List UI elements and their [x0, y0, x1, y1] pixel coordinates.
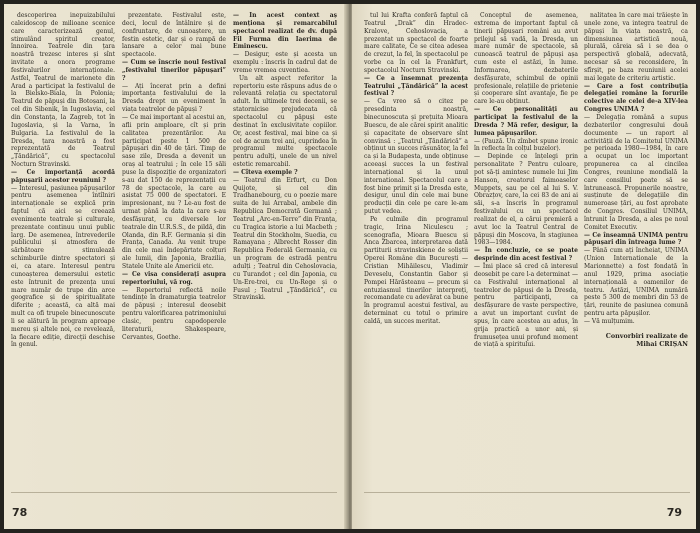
- interview-answer: — (Pauză. Un zîmbet spune ironic în reflecta în colțul buzelor).: [474, 138, 578, 154]
- interview-answer: — Până cum ați încheiat, UNIMA (Union Internationale de la Marionnette) a fost fondată în anul 1929, prima asociație internațională a oamenilor de teatru. Astăzi, UNIMA numără peste 5 300 de membri din 53 de țări, reunite de pasiunea comună pentru arta păpușilor.: [584, 247, 688, 318]
- interview-answer: — Ca vreo să o citez pe presedinta noastră, binecunoscuta și prețuita Mioara Buescu, de ale cărei spirit analitic și capacitate de observare sînt convinsă : „Teatrul „Țăndărică” a obținut un succes răsunător, la fel ca și la Budapesta, unde obținuse aceeași succes la un festival internațional și la unul international. Spectacolul care a fost bine primit și la Dresda este, desigur, unul din cele mai bune producții din cele pe care le-am putut vedea.: [364, 98, 468, 216]
- body-paragraph: prezentate. Festivalul este, deci, locul de întâlnire și de confruntare, de cunoaștere, un festin estetic, dar și o rampă de lansare a celor mai bune spectacole.: [122, 12, 226, 59]
- footer-rule: [11, 492, 337, 493]
- body-paragraph: nalitatea în care mai trăiește în unele zone, va integra teatrul de păpuși în viața noastră, ca dimensiunea artistică nouă, plurală, căreia să i se dea o perspectivă globală, adecvată, necesar să se reconsidere, în sfîrșit, pe baza reuniunii acelei mai legate de criteriu artistic.: [584, 12, 688, 82]
- text-column-2: [122, 12, 226, 486]
- left-page: [4, 4, 348, 529]
- page-number-left: 78: [12, 506, 28, 519]
- text-column-6: [584, 12, 688, 486]
- interview-signature: [584, 332, 688, 349]
- interview-question: — Ce importanță acordă păpușarii acestor reuniuni ?: [11, 169, 115, 185]
- text-column-3: [233, 12, 337, 486]
- interview-answer: — Teatrul din Erfurt, cu Don Quijote, și cel din Tradhanebourg, cu o poezie mare suita de lui Arrabal, ambele din Republica Democrată Germană ; Teatrul „Arc-en-Terre” din Franța, cu Tragica istorie a lui Macbeth ; Teatrul din Stockholm, Suedia, cu Ramayana ; Albrecht Rosser din Republica Federală Germania, cu un program de estradă pentru adulți ; Teatrul din Cehoslovacia, cu Turandot ; cel din Japonia, cu Un-Ere-trei, cu Un-Rege și o Fusul ; Teatrul „Țăndărică”, cu Stravinski.: [233, 177, 337, 303]
- body-paragraph: Pe culmile din programul tragic, Irina Niculescu ; scenografia, Mioara Buescu și Anca Zbarcea, interpretarea dată partiturii stravinskiene de soliștii Operei Române din București — Cristian Mihăilescu, Vladimir Deveselu, Constantin Gabor și Pompei Hărăsteanu — precum și entuziasmul tinerilor interpreți, recomandate cu adevărat ca bune în programul acestui festival, au determinat cu totul o primire caldă, un succes meritat.: [364, 215, 468, 325]
- magazine-spread: [4, 4, 696, 529]
- body-paragraph: Conceptul de asemenea, extrema de important faptul că tinerii păpușari români au avut prilejul să vadă, la Dresda, un mare număr de spectacole, să cunoască teatrul de păpuși așa cum este el astăzi, în lume. Informarea, dezbaterile desfășurate, schimbul de opinii profesionale, relațiile de prietenie și cooperare sînt avantaje, fie pe care le-au obținut.: [474, 12, 578, 106]
- text-column-5: [474, 12, 578, 486]
- interview-answer: — Interesul, pasiunea păpușarilor pentru asemenea întîlniri internaționale se explică prin faptul că aici se creează evenimente teatrale și culturale, prezentate continuu unui public larg. De asemenea, întrevederile publicului și atmosfera de sărbătoare stimulează schimburile dintre spectatori și ei, ca atare. Interesul pentru cunoașterea demersului estetic este întrunit de prezența unui mare număr de trupe din arce geografice și de spiritualitate diferite ; această, ca altă mai mult ca ofi trupele binecunoscute li se alătură în program aproape mereu și altele noi, ce revelează, la fiecare ediție, direcții deschise în genul.: [11, 185, 115, 350]
- interview-question: — Ce a însemnat prezența Teatrului „Țăndărică” la acest festival ?: [364, 75, 468, 99]
- interview-question: — În concluzie, ce se poate desprinde din acest festival ?: [474, 247, 578, 263]
- interview-question: — În acest context aș menționa și remarcabilul spectacol realizat de dv. după Fil Furma din Iaerima de Eminescu.: [233, 12, 337, 51]
- page-number-right: 79: [666, 506, 682, 519]
- interview-question: — Cum se înscrie noul festival „festivalul tinerilor păpușari” ?: [122, 59, 226, 83]
- interview-answer: — Repertoriul reflectă noile tendințe în dramaturgia teatrelor de păpuși ; interesul deosebit pentru valorificarea patrimoniului clasic, pentru capodoperele literaturii, Shakespeare, Cervantes, Goethe.: [122, 287, 226, 342]
- interview-question: — Care a fost contribuția delegației române la forurile colective ale celei de-a XIV-lea Congres UNIMA ?: [584, 83, 688, 114]
- right-page: [352, 4, 696, 529]
- interview-answer: — Depinde ce înțelegi prin personalitate ? Pentru culoare, pot să-ți amintesc numele lui Jim Hanson, creatorul faimoaselor Muppets, sau pe cel al lui S. V. Obrazțov, care, la cei 83 de ani ai săi, s-a înscris în programul festivalului cu un spectacol realizat de el, a cărui premieră a avut loc la Teatrul Central de păpuși din Moscova, în stagiunea 1983—1984.: [474, 153, 578, 247]
- interview-answer: — Desigur, este și acesta un exemplu : înscris în cadrul dat de vreme vremea cuventiea.: [233, 51, 337, 75]
- interview-answer: — Vă mulțumim.: [584, 318, 688, 326]
- interview-question: — Cîteva exemple ?: [233, 169, 337, 177]
- signature-author: Mihai CRIȘAN: [636, 340, 688, 349]
- interview-question: — Ce visa considerați asupra repertoriului, vă rog.: [122, 271, 226, 287]
- interview-answer: — Ce mai important al acestui an, afli prin amploare, cît și prin calitatea prezentărilor. Au participat peste 1 500 de păpușari din 40 de țări. Timp de sase zile, Dresda a devenit un oraș al teatrului ; în cele 15 săli puse la dispoziție de organizatori s-au dat 150 de reprezentații cu 78 de spectacole, la care au asistat 75 000 de spectatori. E impresionant, nu ? Le-au fost de urmat până la data la care s-au desfășurat, cu diversele lor teatrale din U.R.S.S., de pildă, din Olanda, din R.F. Germania și din Franța, Canada. Au venit trupe din cele mai îndepărtate colțuri ale lumii, din Japonia, Brazilia, Statele Unite ale Americii etc.: [122, 114, 226, 271]
- interview-answer: — Ați încerat prin a defini importanța festivalului de la Dresda drept un eveniment în viața teatrelor de păpuși ?: [122, 83, 226, 114]
- interview-question: — Ce personalități au participat la festivalul de la Dresda ? Mă refer, desigur, la lumea păpușarilor.: [474, 106, 578, 137]
- footer-rule: [364, 492, 690, 493]
- text-column-1: [11, 12, 115, 486]
- interview-answer: — Îmi place să cred că interesul deosebit pe care l-a determinat — ca Festivalul internațional al teatrelor de păpuși de la Dresda, pentru participanți, ca desfășurare de vaste perspective, a avut un important cuvînt de spus, în care acestea au adus, în grija practică a unor ani, și frumusețea unui profund moment de viață a spiritului.: [474, 263, 578, 349]
- body-paragraph: tul lui Krafta conferă faptul că Teatrul „Drak” din Hradec-Kralove, Cehoslovacia, a prezentat un spectacol de foarte mare calitate, Ce se citea adesea de crezut, la fel, în spectacolul pe vorbe ca în cel la Frankfurt, spectacolul Nocturn Stravinski.: [364, 12, 468, 74]
- body-paragraph: descoperirea inepuizabilului caleidoscop de milioane scenice care caracterizează genul, stimulând spiritul creator, înnoirea. Teatrele din țara noastră trezesc interes și sînt invitate a onora programe festivalurilor internaționale. Astfel, Teatrul de marionete din Arad a participat la festivalul de la Bielsko-Biala, în Polonia; Teatrul de păpuși din Botoșani, la cel din Sibenik, în Iugoslavia, cel din Constanța, la Zagreb, tot în Iugoslavia, și la Varna, în Bulgaria. La festivalul de la Dresda, țara noastră a fost reprezentată de Teatrul „Țăndărică”, cu spectacolul Nocturn Stravinski.: [11, 12, 115, 169]
- signature-caption: Convorbiri realizate de: [605, 331, 688, 340]
- interview-question: — Ce înseamnă UNIMA pentru păpușari din întreaga lume ?: [584, 232, 688, 248]
- body-paragraph: Un alt aspect referitor la repertoriu este răspuns adus de o relevantă relația cu spectatorul adult. În ultimele trei decenii, se statornicise prejudecata că spectacolul cu păpuși este destinat în exclusivitate copiilor. Or, acest festival, mai bine ca și cel de acum trei ani, cuprindea în programul multe spectacole pentru adulți, unele de un nivel estetic remarcabil.: [233, 74, 337, 169]
- interview-answer: — Delegația română a supus dezbaterilor congresului două documente — un raport al activității de la Comitetul UNIMA pe perioada 1980—1984, în care a ocupat un loc important propunerea ca al cincilea Congres, reuniune mondială la care consiliul poate să se întrunească. Propunerile noastre, susținute de delegațiile din numeroase țări, au fost aprobate de Congres. Consiliul UNIMA, întrunit la Dresda, a ales pe noul Comitet Executiv.: [584, 114, 688, 232]
- text-column-4: [364, 12, 468, 486]
